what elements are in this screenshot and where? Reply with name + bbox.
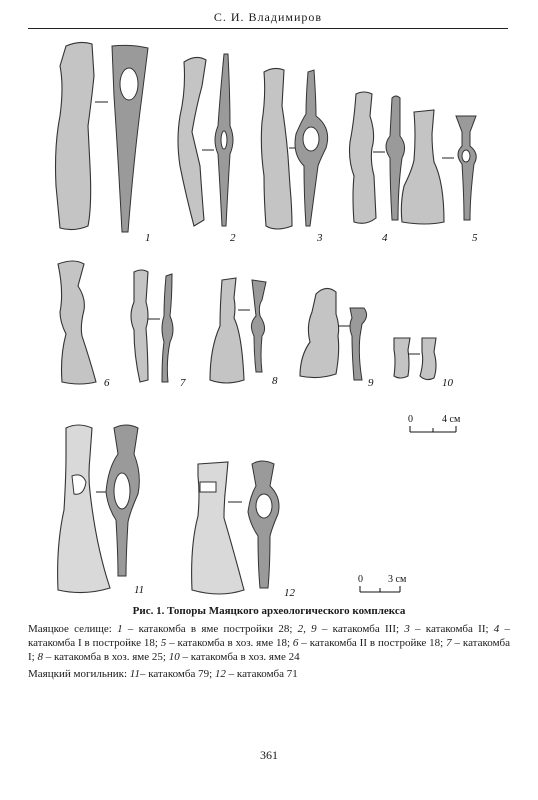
axe-label-6: 6 — [104, 377, 110, 389]
axe-4 — [350, 92, 405, 244]
caption-text: – катакомба I; — [28, 637, 511, 663]
axe-12 — [192, 461, 296, 599]
scale-3cm-label: 3 см — [388, 574, 407, 585]
caption-text: – катакомба в яме постройки 28; — [122, 623, 298, 635]
caption-text: – катакомба в хоз. яме 18; — [166, 637, 293, 649]
axe-3 — [261, 68, 327, 244]
axe-9 — [300, 288, 374, 389]
caption-num: 7 — [446, 637, 452, 649]
axe-label-12: 12 — [284, 587, 295, 599]
axes-illustration — [30, 36, 508, 606]
caption-num: 3 — [404, 623, 410, 635]
running-head — [28, 6, 508, 29]
caption-num: 2, 9 — [297, 623, 317, 635]
caption-num: 1 — [117, 623, 123, 635]
caption-text: – катакомба 79; — [139, 668, 215, 680]
axe-label-11: 11 — [134, 584, 145, 596]
caption-num: 10 — [168, 651, 180, 663]
axe-2 — [178, 54, 236, 244]
caption-text: – катакомба в хоз. яме 25; — [42, 651, 169, 663]
caption-num: 6 — [292, 637, 299, 649]
scale-4cm-label: 4 см — [442, 414, 461, 425]
axe-label-7: 7 — [180, 377, 186, 389]
caption-num: 11 — [129, 668, 140, 680]
axe-1 — [56, 42, 151, 244]
caption-text: – катакомба 71 — [225, 668, 298, 680]
scale-4cm-zero: 0 — [408, 414, 413, 425]
caption-text: – катакомба III; — [316, 623, 405, 635]
caption-text: – катакомба в хоз. яме 24 — [179, 651, 300, 663]
caption-num: 8 — [37, 651, 43, 663]
caption-num: 12 — [214, 668, 226, 680]
axe-label-5: 5 — [472, 232, 478, 244]
figure-caption — [28, 604, 510, 684]
axe-7 — [131, 270, 186, 389]
caption-settlement — [28, 622, 510, 664]
caption-burial — [28, 667, 510, 681]
axe-label-1: 1 — [145, 232, 151, 244]
page-number: 361 — [260, 748, 278, 762]
axe-label-3: 3 — [317, 232, 323, 244]
axe-label-2: 2 — [230, 232, 236, 244]
caption-burial-lead: Маяцкий могильник: — [28, 668, 130, 680]
axe-label-4: 4 — [382, 232, 388, 244]
axe-10 — [394, 338, 454, 389]
caption-text: – катакомба II; — [409, 623, 494, 635]
axe-11 — [58, 425, 145, 596]
caption-title: Рис. 1. Топоры Маяцкого археологического комплекса — [132, 605, 406, 617]
caption-settlement-lead: Маяцкое селище: — [28, 623, 118, 635]
axe-label-9: 9 — [368, 377, 374, 389]
figure-axes — [30, 36, 508, 606]
scale-3cm-zero: 0 — [358, 574, 363, 585]
running-head-text: С. И. Владимиров — [213, 10, 323, 24]
axe-label-8: 8 — [272, 375, 278, 387]
scale-bar-3cm — [358, 574, 407, 592]
axe-label-10: 10 — [442, 377, 453, 389]
axe-8 — [210, 278, 278, 387]
caption-num: 4 — [493, 623, 500, 635]
caption-text: – катакомба I в постройке 18; — [28, 623, 511, 649]
axe-6 — [58, 261, 110, 389]
scale-bar-4cm — [408, 414, 461, 432]
caption-text: – катакомба II в постройке 18; — [298, 637, 447, 649]
axe-5 — [401, 110, 478, 244]
caption-num: 5 — [160, 637, 167, 649]
